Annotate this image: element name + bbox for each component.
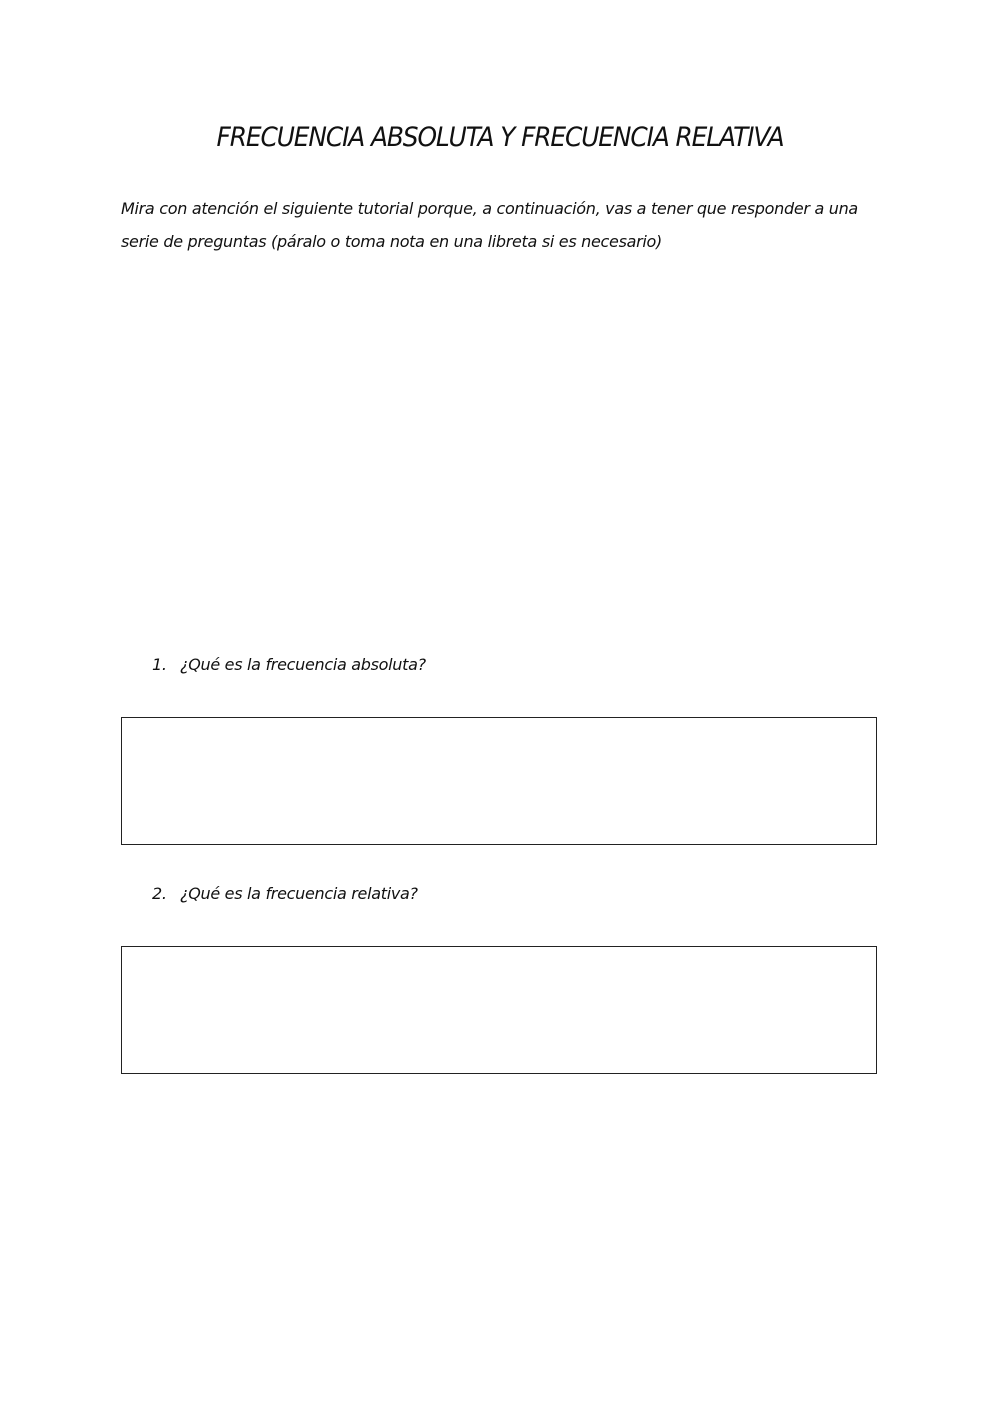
page-title: FRECUENCIA ABSOLUTA Y FRECUENCIA RELATIVA: [216, 122, 784, 153]
question-2: [152, 884, 418, 903]
answer-2-input[interactable]: [121, 946, 877, 1074]
instructions-line-1: Mira con atención el siguiente tutorial porque, a continuación, vas a tener que responder a una: [121, 199, 858, 218]
instructions-line-2: serie de preguntas (páralo o toma nota en una libreta si es necesario): [121, 232, 662, 251]
question-2-text: ¿Qué es la frecuencia relativa?: [180, 884, 418, 903]
instructions-text: [121, 192, 891, 258]
answer-1-input[interactable]: [121, 717, 877, 845]
question-1-number: 1.: [152, 655, 167, 674]
question-1: [152, 655, 426, 674]
question-1-text: ¿Qué es la frecuencia absoluta?: [180, 655, 426, 674]
tutorial-video-area[interactable]: [121, 280, 879, 620]
question-2-number: 2.: [152, 884, 167, 903]
